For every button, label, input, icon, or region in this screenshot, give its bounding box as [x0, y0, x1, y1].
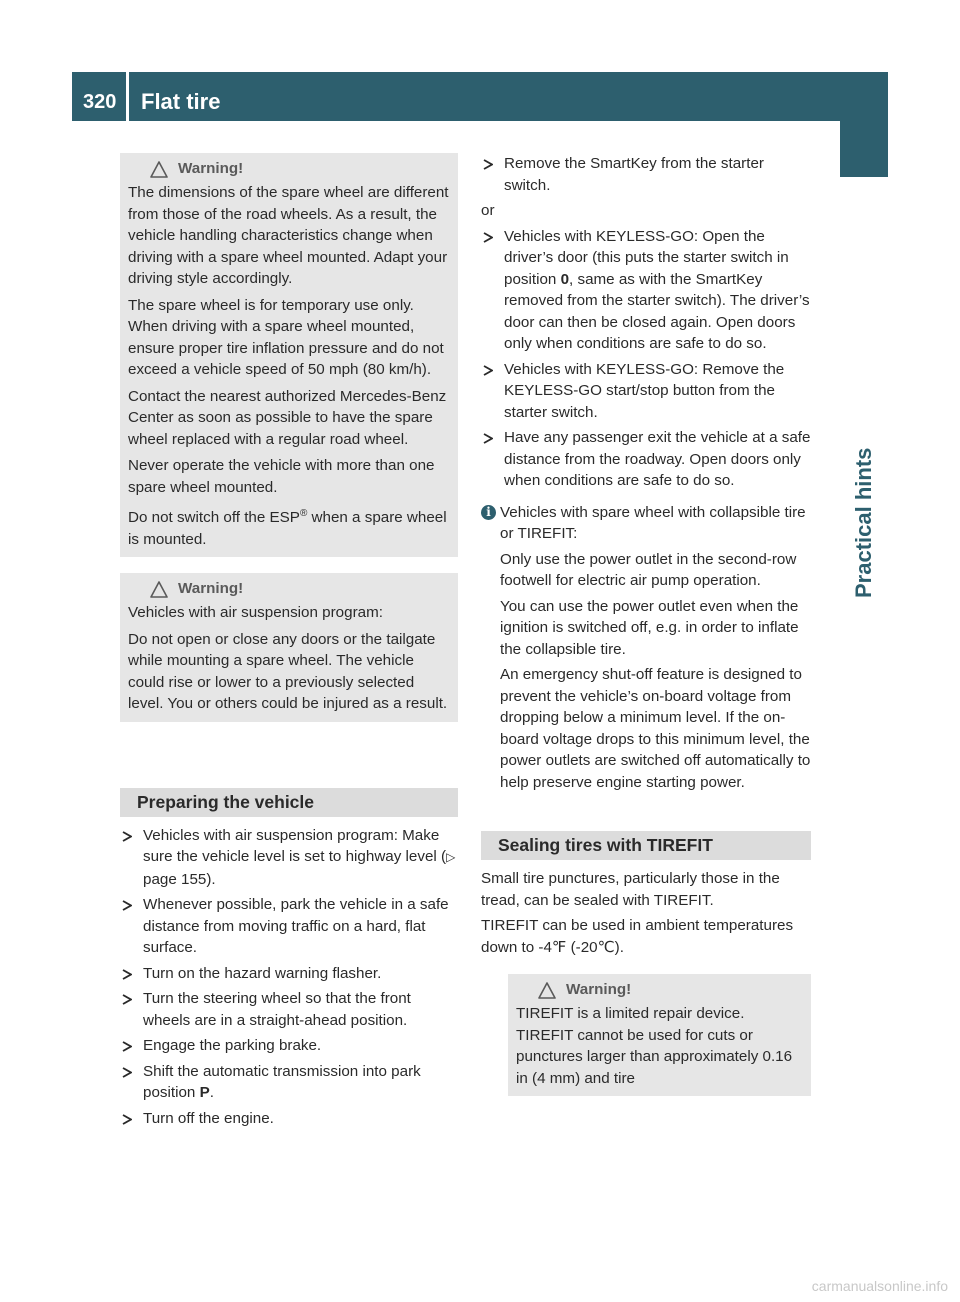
step-item: Shift the automatic transmission into park position P.	[120, 1061, 458, 1104]
page-header	[72, 72, 888, 121]
step-arrow-icon	[122, 831, 132, 842]
step-item: Whenever possible, park the vehicle in a safe distance from moving traffic on a hard, flat surface.	[120, 894, 458, 959]
warning-heading: Warning!	[128, 577, 450, 601]
step-arrow-icon	[122, 994, 132, 1005]
step-arrow-icon	[122, 900, 132, 911]
step-arrow-icon	[122, 969, 132, 980]
right-column	[481, 153, 811, 1108]
left-column	[120, 153, 458, 1133]
step-arrow-icon	[483, 365, 493, 376]
chapter-tab	[840, 121, 888, 177]
warning-text: Never operate the vehicle with more than one spare wheel mounted.	[128, 457, 435, 496]
info-text: You can use the power outlet even when the ignition is switched off, e.g. in order to inflate the collapsible tire.	[500, 597, 799, 658]
warning-triangle-icon	[538, 982, 556, 999]
step-arrow-icon	[122, 1041, 132, 1052]
page-title: Flat tire	[129, 72, 888, 121]
info-note	[481, 502, 811, 794]
step-item: Turn the steering wheel so that the front wheels are in a straight-ahead position.	[120, 988, 458, 1031]
warning-text: TIREFIT is a limited repair device. TIREFIT cannot be used for cuts or punctures larger than approximately 0.16 in (4 mm) and tire	[516, 1005, 793, 1087]
chapter-label-text: Practical hints	[851, 447, 876, 598]
warning-text: The dimensions of the spare wheel are different from those of the road wheels. As a result, the vehicle handling characteristics change when driving with a spare wheel mounted. Adapt your driving style accordingly.	[128, 184, 449, 287]
warning-triangle-icon	[150, 161, 168, 178]
warning-triangle-icon	[150, 581, 168, 598]
warning-text: The spare wheel is for temporary use only. When driving with a spare wheel mounted, ensure proper tire inflation pressure and do not exceed a vehicle speed of 50 mph (80 km/h).	[128, 296, 444, 378]
step-item: Engage the parking brake.	[120, 1035, 458, 1057]
step-item: Vehicles with KEYLESS-GO: Remove the KEYLESS-GO start/stop button from the starter switch.	[481, 359, 811, 424]
page-number: 320	[72, 72, 126, 121]
warning-heading: Warning!	[516, 978, 803, 1002]
warning-box-spare-wheel	[120, 153, 458, 557]
step-item: Vehicles with air suspension program: Make sure the vehicle level is set to highway level (▷ page 155).	[120, 825, 458, 891]
info-text: Vehicles with spare wheel with collapsible tire or TIREFIT:	[500, 503, 806, 542]
info-icon: i	[481, 505, 496, 520]
warning-text: Do not switch off the ESP® when a spare wheel is mounted.	[128, 508, 447, 548]
info-text: Only use the power outlet in the second-row footwell for electric air pump operation.	[500, 550, 797, 589]
step-item: Have any passenger exit the vehicle at a safe distance from the roadway. Open doors only when conditions are safe to do so.	[481, 427, 811, 492]
chapter-label	[840, 180, 888, 600]
warning-box-air-suspension	[120, 573, 458, 722]
step-arrow-icon	[122, 1114, 132, 1125]
footer-watermark: carmanualsonline.info	[811, 1278, 948, 1294]
step-item: Turn off the engine.	[120, 1108, 458, 1130]
step-item: Remove the SmartKey from the starter switch.	[481, 153, 811, 196]
warning-text: Contact the nearest authorized Mercedes-Benz Center as soon as possible to have the spare wheel replaced with a regular road wheel.	[128, 387, 447, 448]
step-arrow-icon	[483, 232, 493, 243]
warning-text: Vehicles with air suspension program:	[128, 604, 383, 622]
warning-heading: Warning!	[128, 157, 450, 181]
section-heading-tirefit: Sealing tires with TIREFIT	[481, 831, 811, 860]
step-arrow-icon	[122, 1067, 132, 1078]
page-reference-icon: ▷	[446, 850, 456, 865]
alternative-or: or	[481, 202, 495, 219]
body-text: TIREFIT can be used in ambient temperatures down to -4℉ (-20℃).	[481, 917, 794, 956]
section-heading-preparing: Preparing the vehicle	[120, 788, 458, 817]
body-text: Small tire punctures, particularly those in the tread, can be sealed with TIREFIT.	[481, 870, 780, 909]
warning-text: Do not open or close any doors or the tailgate while mounting a spare wheel. The vehicle could rise or lower to a previously selected level. You or others could be injured as a result.	[128, 630, 448, 713]
step-item: Vehicles with KEYLESS-GO: Open the driver’s door (this puts the starter switch in position 0, same as with the SmartKey removed from the starter switch). The driver’s door can then be closed again. Open doors only when conditions are safe to do so.	[481, 226, 811, 355]
step-item: Turn on the hazard warning flasher.	[120, 963, 458, 985]
warning-box-tirefit	[508, 974, 811, 1096]
footer	[0, 1278, 960, 1298]
step-arrow-icon	[483, 433, 493, 444]
info-text: An emergency shut-off feature is designed to prevent the vehicle’s on-board voltage from dropping below a minimum level. If the on-board voltage drops to this minimum level, the power outlets are switched off automatically to help preserve engine starting power.	[500, 666, 811, 791]
step-arrow-icon	[483, 159, 493, 170]
